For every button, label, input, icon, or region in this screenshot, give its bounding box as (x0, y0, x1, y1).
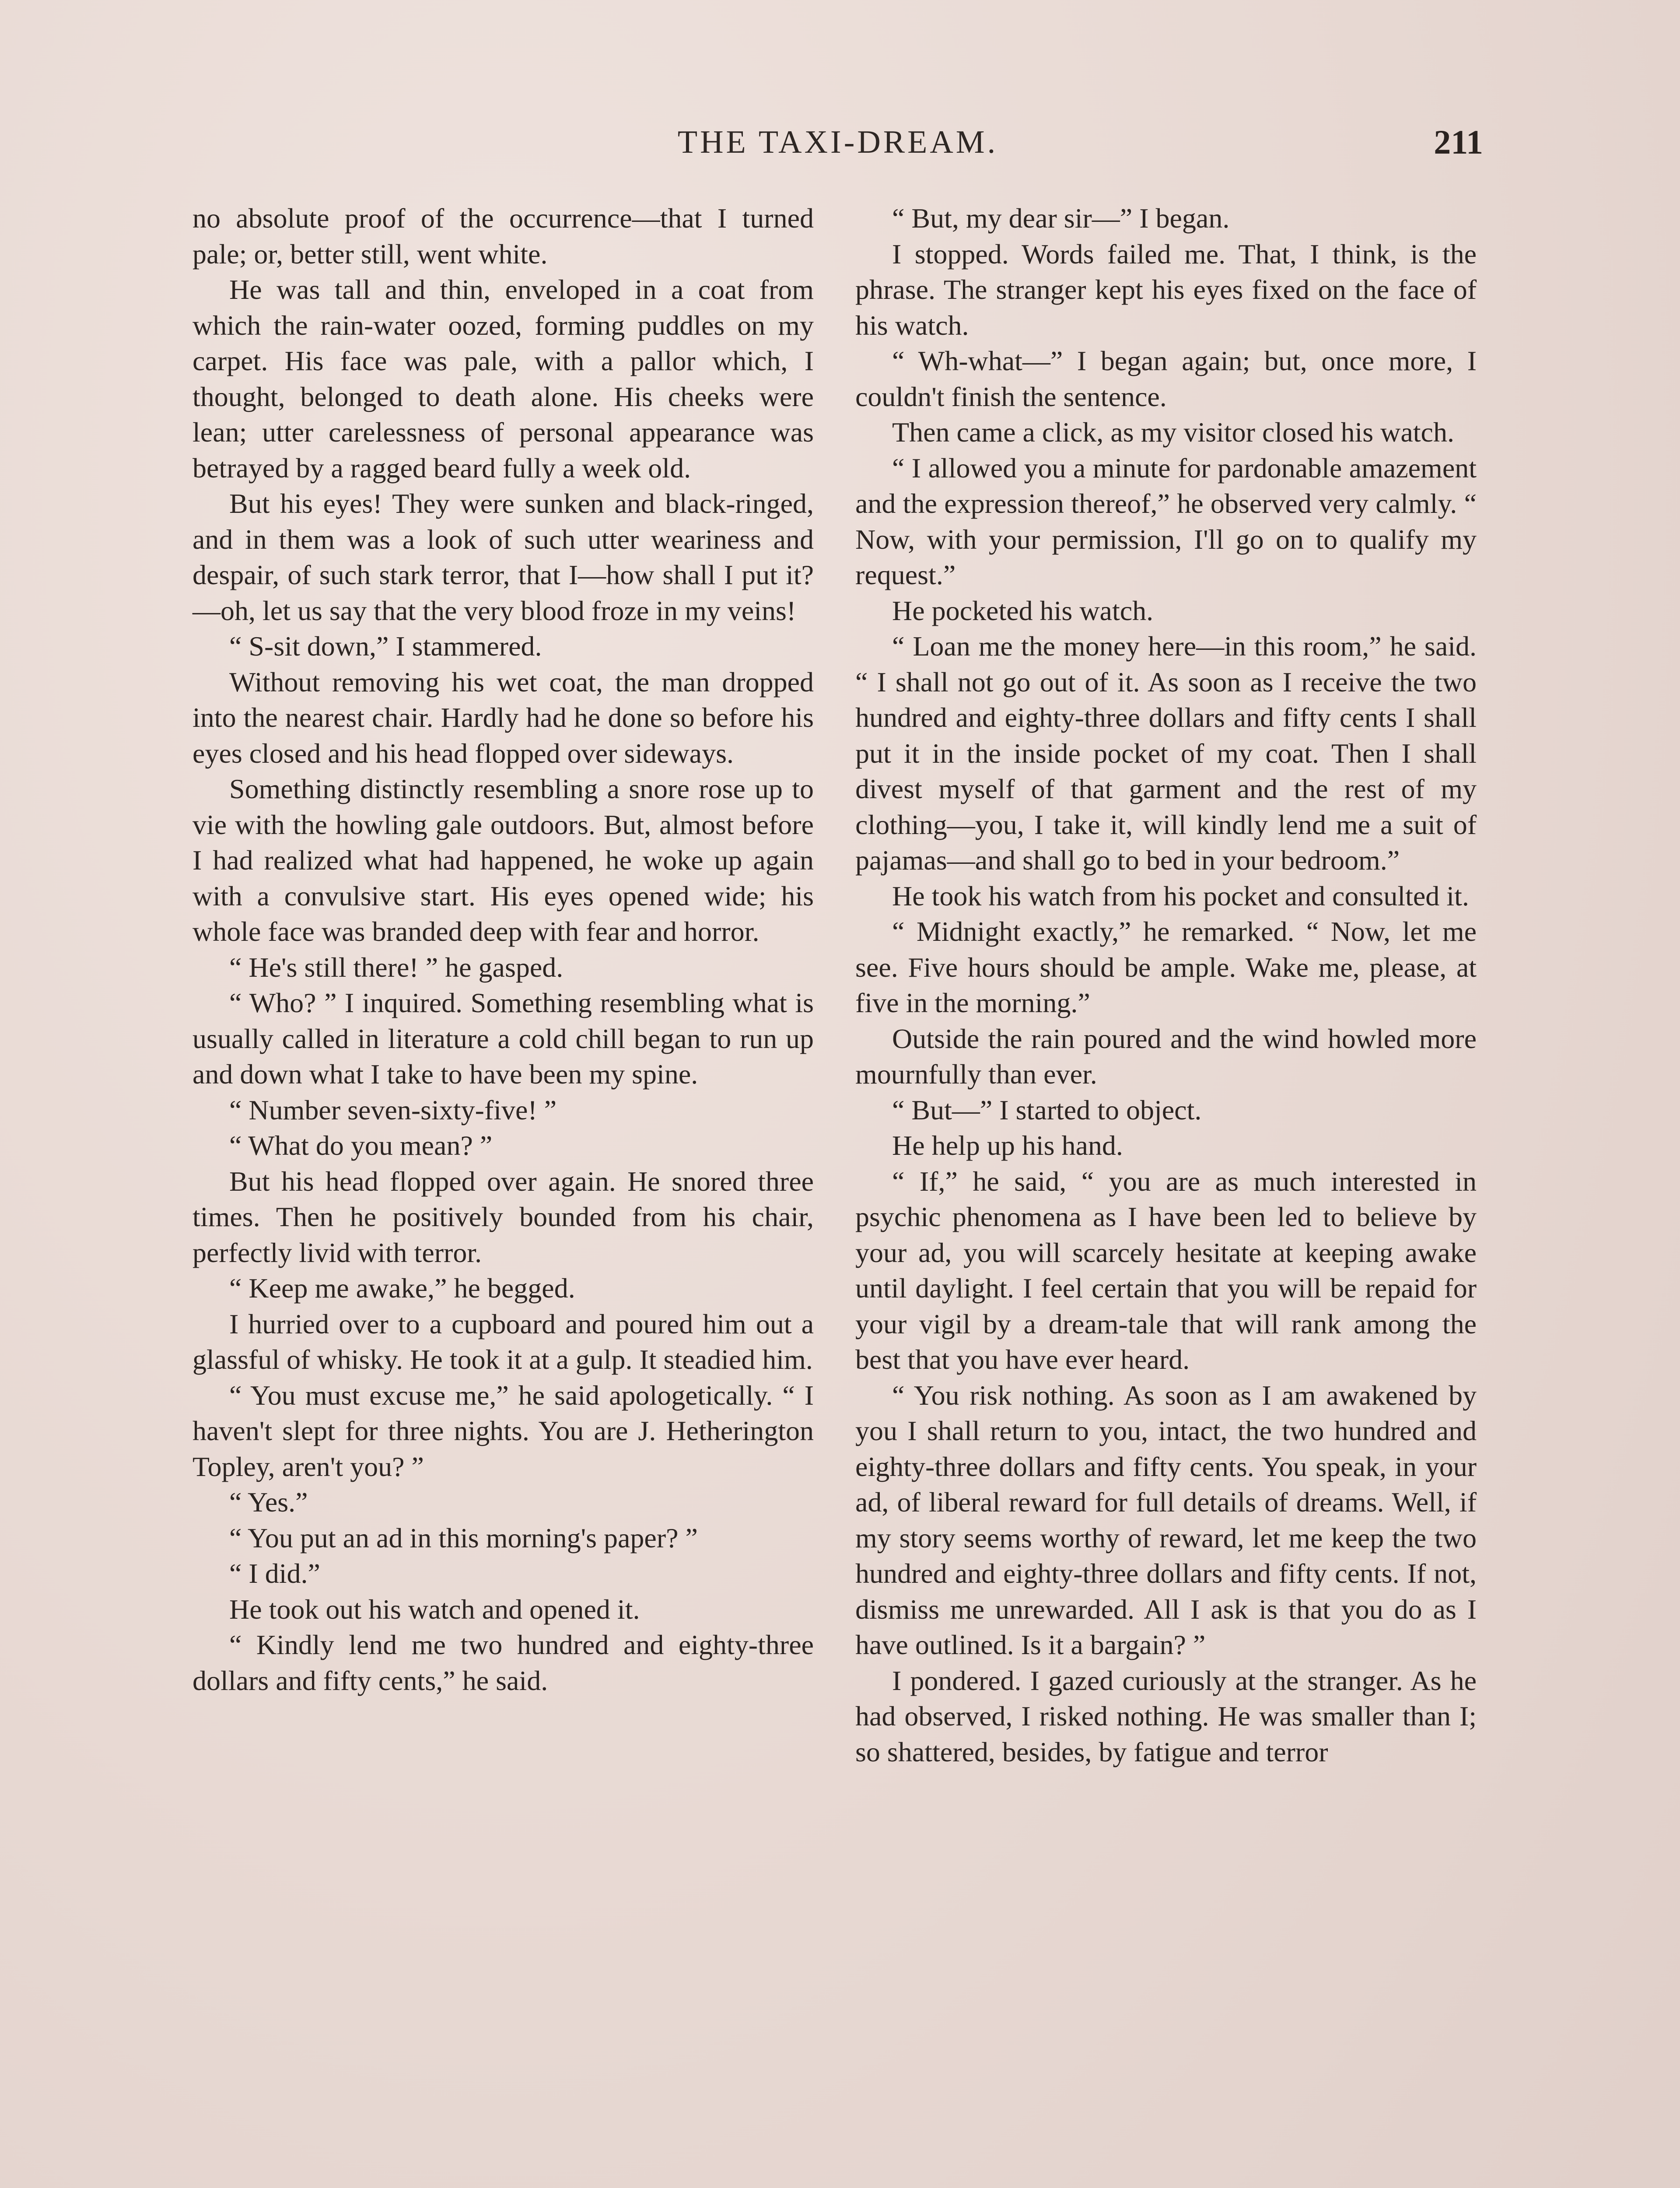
paragraph: “ Midnight exactly,” he remarked. “ Now, let me see. Five hours should be ample. Wake me, please, at five in the morning.” (855, 916, 1477, 1018)
paragraph: “ You must excuse me,” he said apologetically. “ I haven't slept for three nights. You are J. Hetherington Topley, aren't you? ” (192, 1379, 814, 1482)
page-number: 211 (1434, 123, 1483, 161)
paragraph: “ But, my dear sir—” I began. (892, 203, 1230, 234)
paragraph: He took out his watch and opened it. (229, 1593, 640, 1625)
paragraph: “ I did.” (229, 1558, 320, 1589)
paragraph: Outside the rain poured and the wind howled more mournfully than ever. (855, 1023, 1477, 1090)
paragraph: But his eyes! They were sunken and black-ringed, and in them was a look of such utter weariness and despair, of such stark terror, that I—how shall I put it? —oh, let us say that the very blood froze in my veins! (192, 488, 814, 626)
right-text-column (855, 200, 1477, 1770)
paragraph: He was tall and thin, enveloped in a coat from which the rain-water oozed, forming puddles on my carpet. His face was pale, with a pallor which, I thought, belonged to death alone. His cheeks were lean; utter carelessness of personal appearance was betrayed by a ragged beard fully a week old. (192, 274, 814, 484)
paragraph: “ I allowed you a minute for pardonable amazement and the expression thereof,” he observed very calmly. “ Now, with your permission, I'll go on to qualify my request.” (855, 452, 1477, 590)
paragraph: “ Wh-what—” I began again; but, once more, I couldn't finish the sentence. (855, 345, 1477, 412)
paragraph: He help up his hand. (892, 1130, 1123, 1161)
paragraph: Then came a click, as my visitor closed his watch. (892, 417, 1454, 448)
paragraph: But his head flopped over again. He snored three times. Then he positively bounded from his chair, perfectly livid with terror. (192, 1165, 814, 1268)
running-head (192, 118, 1483, 166)
paragraph: “ Kindly lend me two hundred and eighty-three dollars and fifty cents,” he said. (192, 1629, 814, 1696)
paragraph: I stopped. Words failed me. That, I think, is the phrase. The stranger kept his eyes fixed on the face of his watch. (855, 238, 1477, 341)
paragraph: I pondered. I gazed curiously at the stranger. As he had observed, I risked nothing. He was smaller than I; so shattered, besides, by fatigue and terror (855, 1665, 1477, 1767)
paragraph: “ What do you mean? ” (229, 1130, 493, 1161)
paragraph: He took his watch from his pocket and consulted it. (892, 880, 1469, 912)
left-text-column (192, 200, 814, 1698)
paragraph: “ You risk nothing. As soon as I am awakened by you I shall return to you, intact, the two hundred and eighty-three dollars and fifty cents. You speak, in your ad, of liberal reward for full details of dreams. Well, if my story seems worthy of reward, let me keep the two hundred and eighty-three dollars and fifty cents. If not, dismiss me unrewarded. All I ask is that you do as I have outlined. Is it a bargain? ” (855, 1379, 1477, 1660)
paragraph: Something distinctly resembling a snore rose up to vie with the howling gale outdoors. But, almost before I had realized what had happened, he woke up again with a convulsive start. His eyes opened wide; his whole face was branded deep with fear and horror. (192, 773, 814, 947)
paragraph: “ But—” I started to object. (892, 1094, 1202, 1126)
paragraph: “ S-sit down,” I stammered. (229, 631, 542, 662)
paragraph: “ He's still there! ” he gasped. (229, 951, 564, 983)
paragraph: “ You put an ad in this morning's paper? ” (229, 1522, 698, 1553)
paragraph: “ Number seven-sixty-five! ” (229, 1094, 557, 1126)
paragraph: He pocketed his watch. (892, 595, 1154, 626)
paragraph: I hurried over to a cupboard and poured him out a glassful of whisky. He took it at a gulp. It steadied him. (192, 1308, 814, 1375)
paragraph: no absolute proof of the occurrence—that I turned pale; or, better still, went white. (192, 203, 814, 270)
paragraph: “ If,” he said, “ you are as much interested in psychic phenomena as I have been led to believe by your ad, you will scarcely hesitate at keeping awake until daylight. I feel certain that you will be repaid for your vigil by a dream-tale that will rank among the best that you have ever heard. (855, 1165, 1477, 1375)
paragraph: “ Who? ” I inquired. Something resembling what is usually called in literature a cold chill began to run up and down what I take to have been my spine. (192, 987, 814, 1090)
paragraph: “ Loan me the money here—in this room,” he said. “ I shall not go out of it. As soon as I receive the two hundred and eighty-three dollars and fifty cents I shall put it in the inside pocket of my coat. Then I shall divest myself of that garment and the rest of my clothing—you, I take it, will kindly lend me a suit of pajamas—and shall go to bed in your bedroom.” (855, 631, 1477, 876)
running-title: THE TAXI-DREAM. (677, 124, 998, 160)
paragraph: “ Keep me awake,” he begged. (229, 1273, 575, 1304)
paragraph: Without removing his wet coat, the man dropped into the nearest chair. Hardly had he done so before his eyes closed and his head flopped over sideways. (192, 666, 814, 769)
paragraph: “ Yes.” (229, 1487, 308, 1518)
